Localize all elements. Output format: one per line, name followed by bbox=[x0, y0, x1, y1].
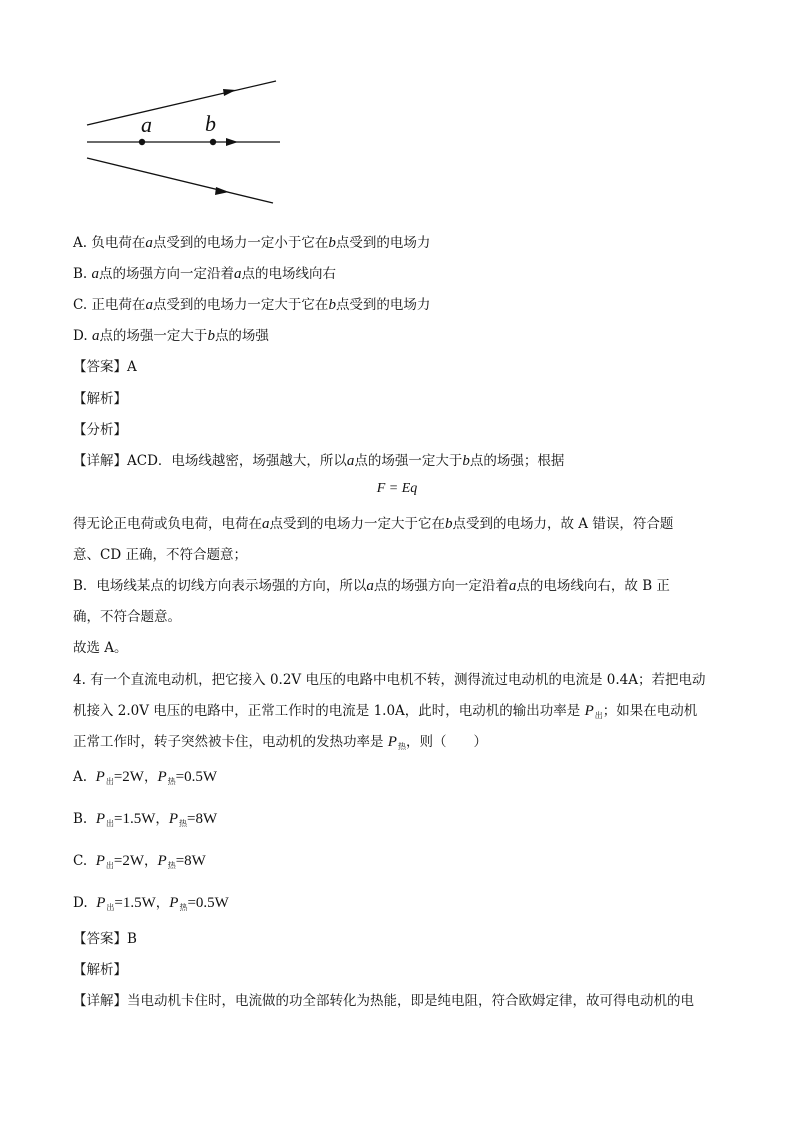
q3-formula: F = Eq bbox=[376, 481, 418, 496]
point-a bbox=[139, 139, 145, 145]
q4-option-b: B. $P_出=1.5W$，$P_热=8W$ bbox=[73, 811, 218, 828]
q4-option-a: A. $P_出=2W$，$P_热=0.5W$ bbox=[73, 769, 217, 786]
arrow-head-bottom bbox=[215, 187, 229, 195]
label-b: b bbox=[205, 111, 216, 136]
q3-option-c: C. 正电荷在a点受到的电场力一定大于它在b点受到的电场力 bbox=[73, 297, 431, 313]
q3-option-b: B. a点的场强方向一定沿着a点的电场线向右 bbox=[73, 266, 337, 282]
q3-analysis-tag: 【解析】 bbox=[73, 391, 127, 407]
q3-detail-line-3: 意、CD 正确，不符合题意； bbox=[73, 547, 247, 563]
q3-answer: 【答案】A bbox=[73, 359, 137, 375]
q3-option-d: D. a点的场强一定大于b点的场强 bbox=[73, 328, 269, 344]
point-b bbox=[210, 139, 216, 145]
q3-option-a: A. 负电荷在a点受到的电场力一定小于它在b点受到的电场力 bbox=[73, 235, 431, 251]
q4-detail-line-1: 【详解】当电动机卡住时，电流做的功全部转化为热能，即是纯电阻，符合欧姆定律，故可得电动机的电 bbox=[73, 993, 694, 1009]
q3-fenxi-tag: 【分析】 bbox=[73, 422, 127, 438]
q4-option-c: C. $P_出=2W$，$P_热=8W$ bbox=[73, 853, 206, 870]
q3-detail-line-2: 得无论正电荷或负电荷，电荷在a点受到的电场力一定大于它在b点受到的电场力，故 A 错误，符合题 bbox=[73, 516, 674, 532]
q4-answer: 【答案】B bbox=[73, 931, 137, 947]
q4-analysis-tag: 【解析】 bbox=[73, 962, 127, 978]
q4-stem-line-2: 机接入 2.0V 电压的电路中，正常工作时的电流是 1.0A，此时，电动机的输出功率是 $P_出$；如果在电动机 bbox=[73, 703, 698, 720]
label-a: a bbox=[141, 112, 152, 137]
q3-conclusion: 故选 A。 bbox=[73, 640, 128, 656]
electric-field-figure bbox=[0, 0, 794, 230]
arrow-head-top bbox=[223, 89, 236, 96]
arrow-head-middle bbox=[226, 138, 238, 146]
q3-detail-line-5: 确，不符合题意。 bbox=[73, 609, 181, 625]
q4-option-d: D. $P_出=1.5W$，$P_热=0.5W$ bbox=[73, 895, 229, 912]
q4-stem-line-3: 正常工作时，转子突然被卡住，电动机的发热功率是 $P_热$，则（ ） bbox=[73, 734, 487, 751]
q3-detail-line-1: 【详解】ACD．电场线越密，场强越大，所以a点的场强一定大于b点的场强；根据 bbox=[73, 453, 565, 469]
q3-detail-line-4: B．电场线某点的切线方向表示场强的方向，所以a点的场强方向一定沿着a点的电场线向右，故 B 正 bbox=[73, 578, 670, 594]
q4-stem-line-1: 4. 有一个直流电动机，把它接入 0.2V 电压的电路中电机不转，测得流过电动机的电流是 0.4A；若把电动 bbox=[73, 672, 706, 688]
